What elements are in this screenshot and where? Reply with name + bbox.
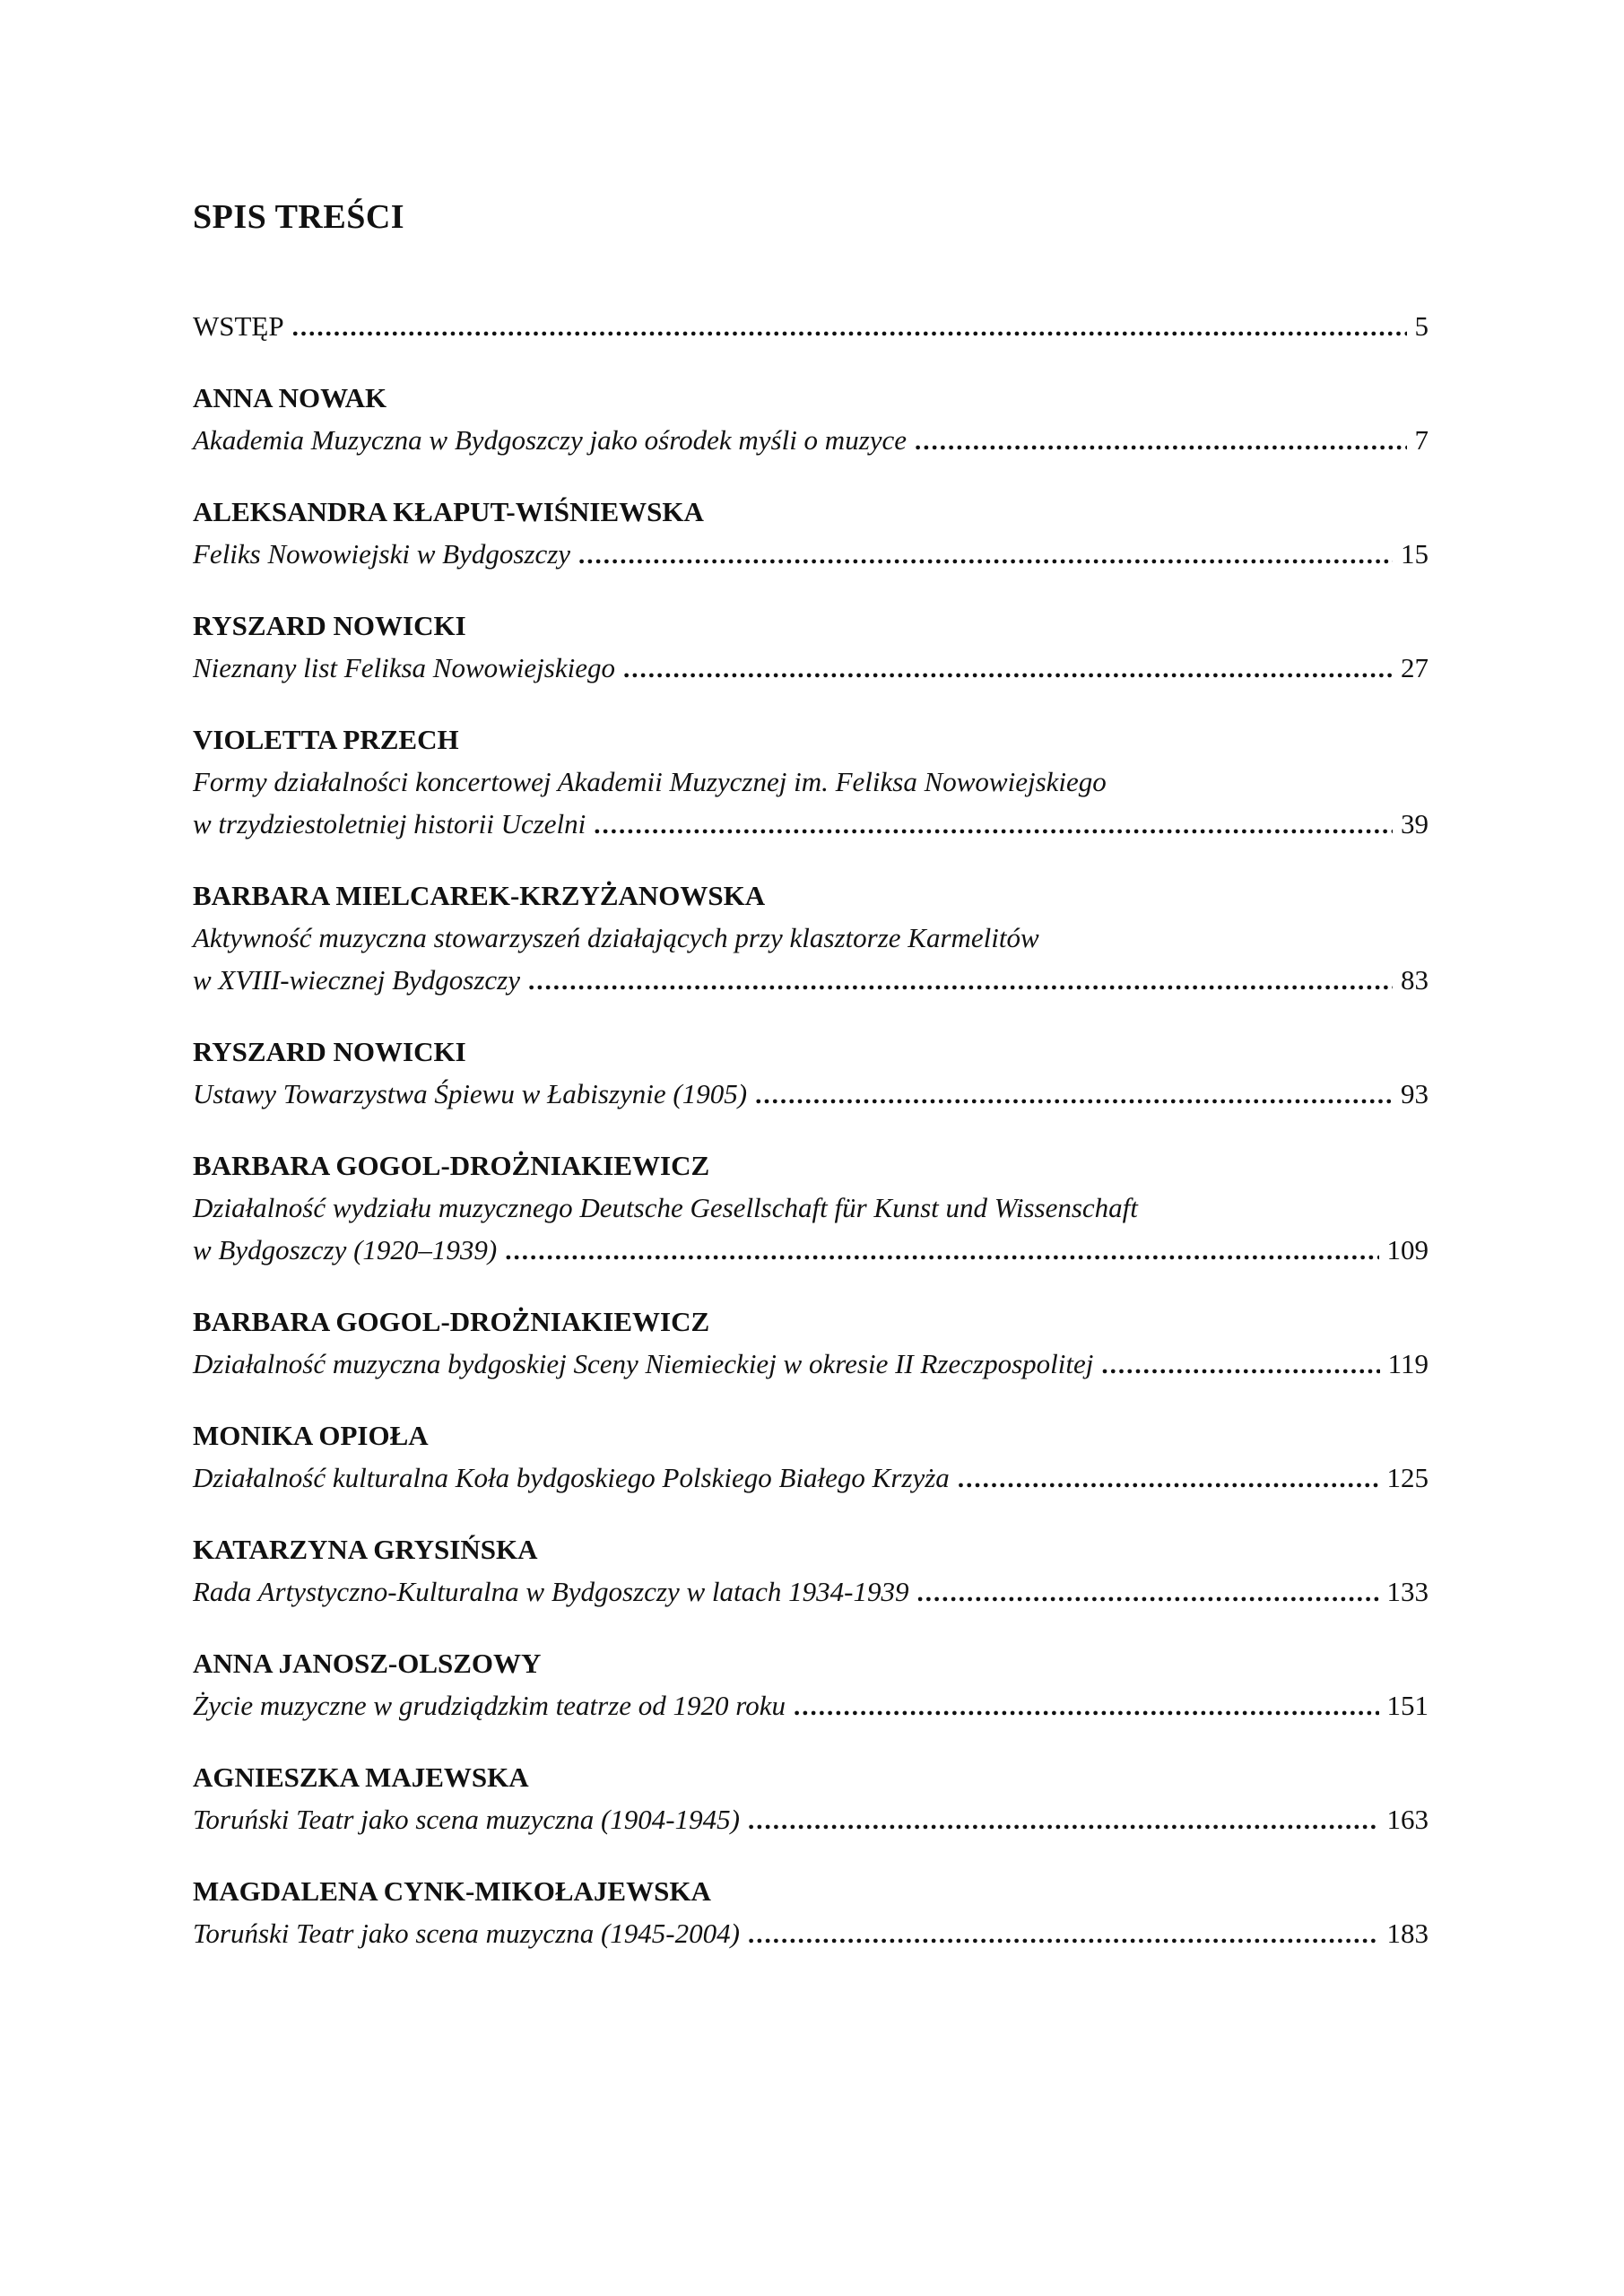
toc-entry-page-number: 83 — [1401, 964, 1429, 996]
toc-line — [193, 1073, 1429, 1117]
toc-line — [193, 305, 1429, 349]
toc-entry-author: BARBARA GOGOL-DROŻNIAKIEWICZ — [193, 1306, 710, 1337]
toc-entry-author: MONIKA OPIOŁA — [193, 1420, 429, 1451]
toc-entry-title: Akademia Muzyczna w Bydgoszczy jako ośrodek myśli o muzyce — [193, 424, 908, 456]
toc-entry-title: Działalność kulturalna Koła bydgoskiego Polskiego Białego Krzyża — [193, 1462, 950, 1493]
toc-entry-title-line2: w Bydgoszczy (1920–1939) — [193, 1234, 498, 1265]
toc-entry-author: KATARZYNA GRYSIŃSKA — [193, 1534, 538, 1565]
toc-entry — [193, 604, 1429, 691]
dot-leader — [958, 1457, 1379, 1500]
toc-line — [193, 1912, 1429, 1956]
toc-entry-title: Rada Artystyczno-Kulturalna w Bydgoszczy w latach 1934-1939 — [193, 1576, 909, 1607]
toc-line — [193, 1457, 1429, 1500]
dot-leader — [292, 305, 1407, 349]
toc-entry-title: WSTĘP — [193, 310, 284, 342]
dot-leader — [794, 1684, 1379, 1728]
dot-leader — [1101, 1343, 1379, 1387]
dot-leader — [623, 647, 1393, 691]
toc-entry-page-number: 151 — [1386, 1690, 1429, 1721]
toc-entry-title-line1: Aktywność muzyczna stowarzyszeń działających przy klasztorze Karmelitów — [193, 922, 1039, 953]
toc-line — [193, 959, 1429, 1003]
toc-line — [193, 1570, 1429, 1614]
toc-entry-page-number: 125 — [1386, 1462, 1429, 1493]
toc-entry — [193, 1756, 1429, 1842]
toc-entry-author: BARBARA GOGOL-DROŻNIAKIEWICZ — [193, 1150, 710, 1181]
toc-entry-page-number: 7 — [1414, 424, 1429, 456]
toc-entry-author: AGNIESZKA MAJEWSKA — [193, 1761, 529, 1793]
toc-entry-title: Nieznany list Feliksa Nowowiejskiego — [193, 652, 615, 683]
toc-line — [193, 1343, 1429, 1387]
toc-entry-title: Feliks Nowowiejski w Bydgoszczy — [193, 538, 571, 570]
toc-entry-author: RYSZARD NOWICKI — [193, 1036, 466, 1067]
toc-line — [193, 647, 1429, 691]
dot-leader — [916, 1570, 1378, 1614]
toc-entry-author: MAGDALENA CYNK-MIKOŁAJEWSKA — [193, 1875, 711, 1907]
toc-entry-title: Toruński Teatr jako scena muzyczna (1945-2004) — [193, 1918, 740, 1949]
toc-entry-author: ANNA NOWAK — [193, 382, 387, 413]
toc-entry-wstep — [193, 305, 1429, 349]
toc-entry — [193, 1031, 1429, 1117]
toc-entry-author: RYSZARD NOWICKI — [193, 610, 466, 641]
toc-entry — [193, 1528, 1429, 1614]
toc-entry-page-number: 119 — [1387, 1348, 1429, 1379]
toc-entry-title-line1: Działalność wydziału muzycznego Deutsche Gesellschaft für Kunst und Wissenschaft — [193, 1192, 1138, 1223]
dot-leader — [505, 1229, 1378, 1273]
toc-entry — [193, 1300, 1429, 1387]
toc-entry-author: BARBARA MIELCAREK-KRZYŻANOWSKA — [193, 880, 766, 911]
toc-entry-page-number: 93 — [1401, 1078, 1429, 1109]
page-title: SPIS TREŚCI — [193, 198, 405, 236]
toc-line — [193, 1798, 1429, 1842]
dot-leader — [755, 1073, 1393, 1117]
toc-entry-author: VIOLETTA PRZECH — [193, 724, 459, 755]
toc-entry-page-number: 133 — [1386, 1576, 1429, 1607]
toc-entry-page-number: 27 — [1401, 652, 1429, 683]
dot-leader — [915, 419, 1406, 463]
toc-line — [193, 803, 1429, 847]
dot-leader — [578, 533, 1393, 577]
dot-leader — [528, 959, 1393, 1003]
toc-entry — [193, 491, 1429, 577]
toc-entry-title: Życie muzyczne w grudziądzkim teatrze od 1920 roku — [193, 1690, 786, 1721]
toc-entry-author: ALEKSANDRA KŁAPUT-WIŚNIEWSKA — [193, 496, 704, 527]
toc-entry — [193, 718, 1429, 847]
toc-entry-title-line2: w XVIII-wiecznej Bydgoszczy — [193, 964, 520, 996]
toc-entry-page-number: 109 — [1386, 1234, 1429, 1265]
toc-entry-page-number: 5 — [1414, 310, 1429, 342]
toc-entry — [193, 377, 1429, 463]
toc-entry — [193, 1144, 1429, 1273]
dot-leader — [748, 1798, 1379, 1842]
toc-entry-title: Toruński Teatr jako scena muzyczna (1904-1945) — [193, 1804, 740, 1835]
toc-entry — [193, 1642, 1429, 1728]
toc-line — [193, 533, 1429, 577]
toc-entry — [193, 1870, 1429, 1956]
toc-line — [193, 419, 1429, 463]
toc-line — [193, 1684, 1429, 1728]
toc-entry-title: Działalność muzyczna bydgoskiej Sceny Niemieckiej w okresie II Rzeczpospolitej — [193, 1348, 1094, 1379]
toc-entry-page-number: 39 — [1401, 808, 1429, 839]
toc-entry-author: ANNA JANOSZ-OLSZOWY — [193, 1648, 542, 1679]
toc-entry-page-number: 183 — [1386, 1918, 1429, 1949]
toc-entry-page-number: 163 — [1386, 1804, 1429, 1835]
toc-entry — [193, 874, 1429, 1003]
toc-entry — [193, 1414, 1429, 1500]
toc-entry-title-line2: w trzydziestoletniej historii Uczelni — [193, 808, 586, 839]
toc-line — [193, 1229, 1429, 1273]
dot-leader — [594, 803, 1393, 847]
toc-entry-title: Ustawy Towarzystwa Śpiewu w Łabiszynie (1905) — [193, 1078, 748, 1109]
dot-leader — [748, 1912, 1379, 1956]
toc-entry-title-line1: Formy działalności koncertowej Akademii Muzycznej im. Feliksa Nowowiejskiego — [193, 766, 1107, 797]
toc-entry-page-number: 15 — [1401, 538, 1429, 570]
